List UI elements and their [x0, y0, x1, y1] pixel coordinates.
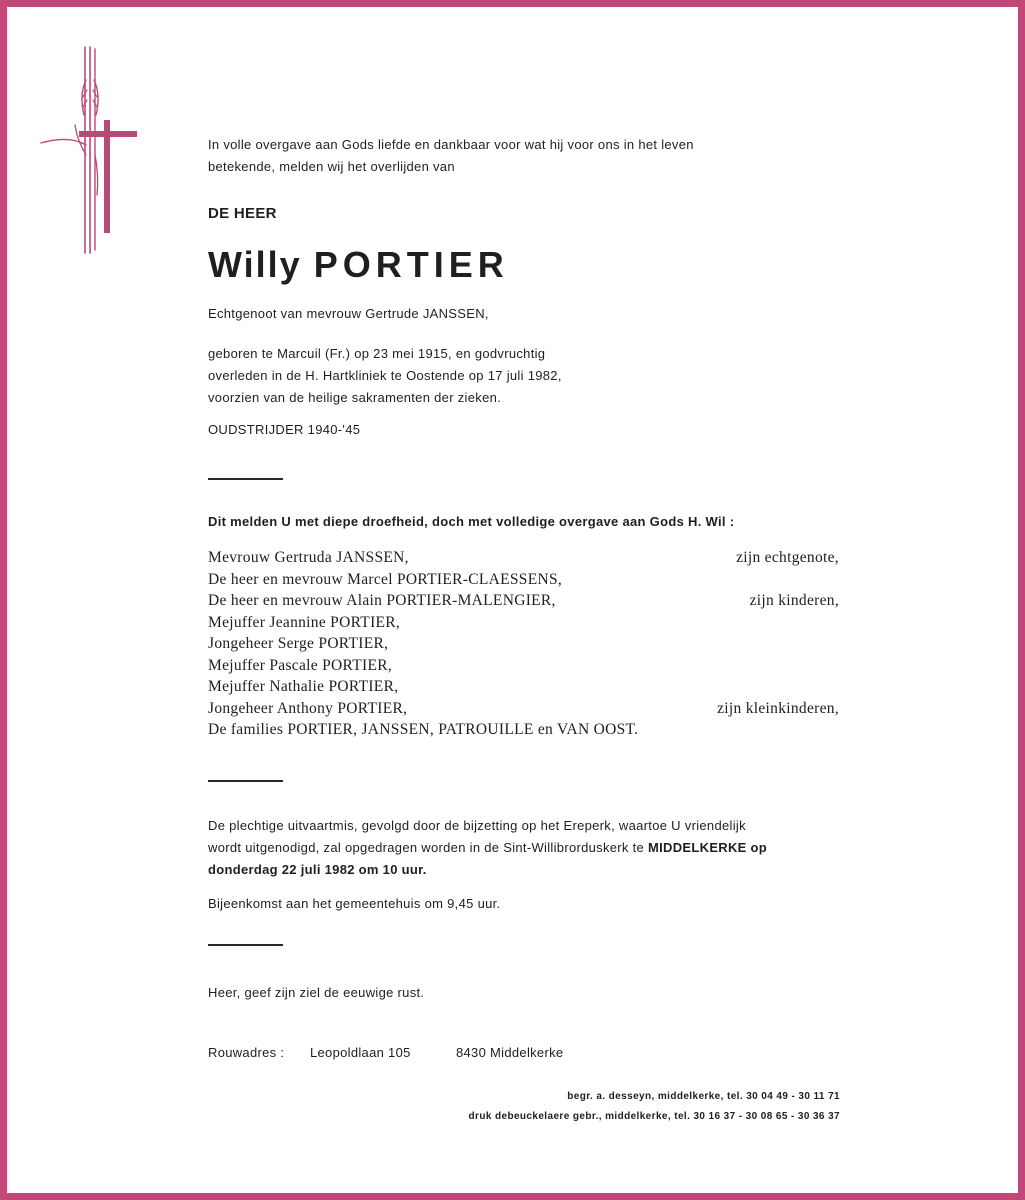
family-row	[208, 719, 839, 741]
family-member-name: Mevrouw Gertruda JANSSEN,	[208, 549, 409, 566]
birth-death-details	[208, 343, 678, 409]
family-row	[208, 590, 839, 612]
funeral-line-1: De plechtige uitvaartmis, gevolgd door de bijzetting op het Ereperk, waartoe U vriendelijk	[208, 818, 746, 833]
honorific: DE HEER	[208, 205, 277, 222]
divider	[208, 478, 283, 480]
family-row	[208, 612, 839, 634]
family-row	[208, 676, 839, 698]
prayer-line: Heer, geef zijn ziel de eeuwige rust.	[208, 985, 425, 1000]
family-member-name: Jongeheer Anthony PORTIER,	[208, 699, 408, 717]
funeral-line-2	[208, 837, 858, 859]
funeral-line-3	[208, 859, 858, 881]
funeral-date: donderdag 22 juli 1982 om 10 uur.	[208, 862, 427, 877]
mourning-address	[208, 1042, 563, 1064]
family-relation: zijn kleinkinderen,	[717, 699, 839, 717]
family-member-name: Mejuffer Nathalie PORTIER,	[208, 678, 399, 695]
family-relation: zijn echtgenote,	[736, 549, 839, 566]
family-member-name: De heer en mevrouw Alain PORTIER-MALENGIER,	[208, 592, 556, 609]
intro-line-2: betekende, melden wij het overlijden van	[208, 159, 455, 174]
birth-line-3: voorzien van de heilige sakramenten der zieken.	[208, 390, 502, 405]
death-notice-card	[7, 7, 1018, 1193]
gathering-line: Bijeenkomst aan het gemeentehuis om 9,45 uur.	[208, 896, 501, 911]
family-member-name: Mejuffer Pascale PORTIER,	[208, 656, 393, 674]
funeral-details	[208, 815, 858, 881]
undertaker-line: begr. a. desseyn, middelkerke, tel. 30 04 49 - 30 11 71	[567, 1091, 840, 1102]
address-city: 8430 Middelkerke	[456, 1045, 564, 1060]
birth-line-2: overleden in de H. Hartkliniek te Oostende op 17 juli 1982,	[208, 368, 562, 383]
divider	[208, 944, 283, 946]
family-member-name: De families PORTIER, JANSSEN, PATROUILLE en VAN OOST.	[208, 721, 639, 738]
divider	[208, 780, 283, 782]
intro-line-1: In volle overgave aan Gods liefde en dankbaar voor wat hij voor ons in het leven	[208, 137, 694, 152]
family-row	[208, 547, 839, 569]
family-list	[208, 547, 839, 741]
family-member-name: Jongeheer Serge PORTIER,	[208, 635, 389, 652]
birth-line-1: geboren te Marcuil (Fr.) op 23 mei 1915, en godvruchtig	[208, 346, 546, 361]
family-row	[208, 633, 839, 655]
address-label: Rouwadres :	[208, 1045, 285, 1060]
family-row	[208, 655, 839, 677]
family-row	[208, 698, 839, 720]
printer-line: druk debeuckelaere gebr., middelkerke, tel. 30 16 37 - 30 08 65 - 30 36 37	[468, 1111, 840, 1122]
family-member-name: De heer en mevrouw Marcel PORTIER-CLAESSENS,	[208, 570, 563, 588]
family-member-name: Mejuffer Jeannine PORTIER,	[208, 613, 401, 631]
address-street: Leopoldlaan 105	[310, 1045, 411, 1060]
intro-text	[208, 134, 828, 178]
veteran-line: OUDSTRIJDER 1940-'45	[208, 422, 361, 437]
funeral-location: MIDDELKERKE op	[648, 840, 768, 855]
last-name: PORTIER	[313, 244, 509, 285]
spouse-line: Echtgenoot van mevrouw Gertrude JANSSEN,	[208, 306, 489, 321]
first-name: Willy	[208, 244, 302, 285]
family-relation: zijn kinderen,	[749, 592, 839, 609]
funeral-line-2-text: wordt uitgenodigd, zal opgedragen worden in de Sint-Willibrorduskerk te	[208, 840, 648, 855]
announcement: Dit melden U met diepe droefheid, doch met volledige overgave aan Gods H. Wil :	[208, 514, 735, 529]
family-row	[208, 569, 839, 591]
cross-with-wheat-icon	[39, 45, 139, 255]
deceased-name	[208, 243, 509, 287]
